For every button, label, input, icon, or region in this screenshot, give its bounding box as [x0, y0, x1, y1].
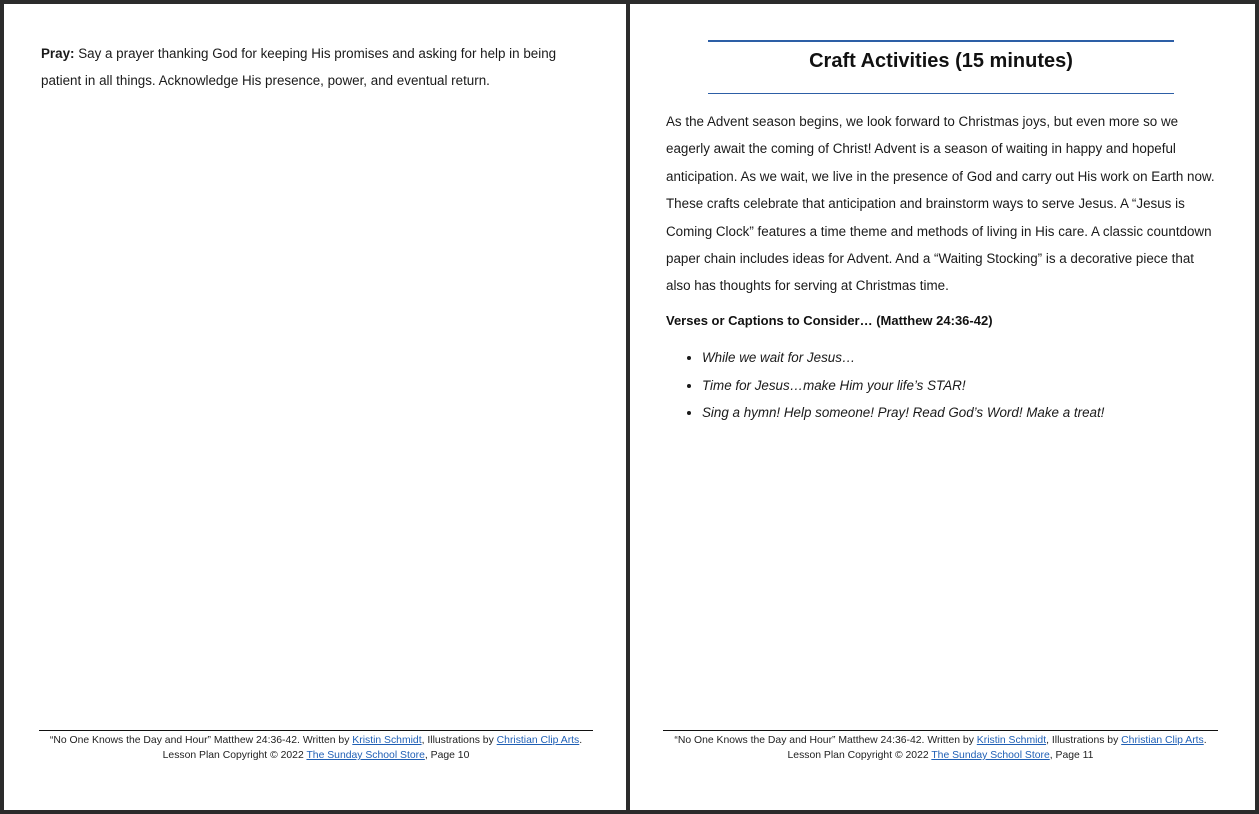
- pray-label: Pray:: [41, 46, 75, 61]
- list-item: • Sing a hymn! Help someone! Pray! Read God’s Word! Make a treat!: [702, 399, 1257, 427]
- footer-middle-1: , Illustrations by: [1046, 735, 1122, 746]
- title-rule-top: [708, 40, 1174, 42]
- craft-intro-paragraph: As the Advent season begins, we look forward to Christmas joys, but even more so we eagerly await the coming of Christ! Advent is a season of waiting in happy and hopeful anticipation. As we wait, we live in the presence of God and carry out His work on Earth now. These crafts celebrate that anticipation and brainstorm ways to serve Jesus. A “Jesus is Coming Clock” features a time theme and methods of living in His care. A classic countdown paper chain includes ideas for Advent. And a “Waiting Stocking” is a decorative piece that also has thoughts for serving at Christmas time.: [666, 114, 1215, 294]
- title-rule-bottom: [708, 93, 1174, 94]
- illustrator-link[interactable]: Christian Clip Arts: [1121, 735, 1204, 746]
- footer-middle-2: . Lesson Plan Copyright © 2022: [162, 735, 583, 761]
- author-link[interactable]: Kristin Schmidt: [352, 735, 422, 746]
- page-footer: [668, 733, 1213, 763]
- pray-paragraph: [41, 40, 586, 94]
- footer-divider: [663, 730, 1218, 731]
- document-page-right: [630, 4, 1255, 810]
- verses-list: [666, 344, 1257, 427]
- list-item: • While we wait for Jesus…: [702, 344, 1257, 372]
- footer-divider: [39, 730, 593, 731]
- footer-middle-2: . Lesson Plan Copyright © 2022: [787, 735, 1207, 761]
- page-number: , Page 11: [1049, 750, 1094, 761]
- section-title: Craft Activities (15 minutes): [809, 50, 1073, 72]
- footer-prefix: “No One Knows the Day and Hour” Matthew 24:36-42. Written by: [49, 735, 353, 746]
- illustrator-link[interactable]: Christian Clip Arts: [496, 735, 580, 746]
- list-item: • Time for Jesus…make Him your life’s STAR!: [702, 372, 1257, 400]
- footer-middle-1: , Illustrations by: [421, 735, 497, 746]
- author-link[interactable]: Kristin Schmidt: [976, 735, 1047, 746]
- store-link[interactable]: The Sunday School Store: [306, 750, 425, 761]
- document-page-left: [4, 4, 626, 810]
- page-footer: [44, 733, 588, 763]
- footer-prefix: “No One Knows the Day and Hour” Matthew 24:36-42. Written by: [674, 735, 977, 746]
- store-link[interactable]: The Sunday School Store: [931, 750, 1050, 761]
- verses-heading: Verses or Captions to Consider… (Matthew 24:36-42): [666, 313, 993, 328]
- page-number: , Page 10: [424, 750, 470, 761]
- pray-text: Say a prayer thanking God for keeping His promises and asking for help in being patient in all things. Acknowledge His presence, power, and eventual return.: [41, 46, 557, 88]
